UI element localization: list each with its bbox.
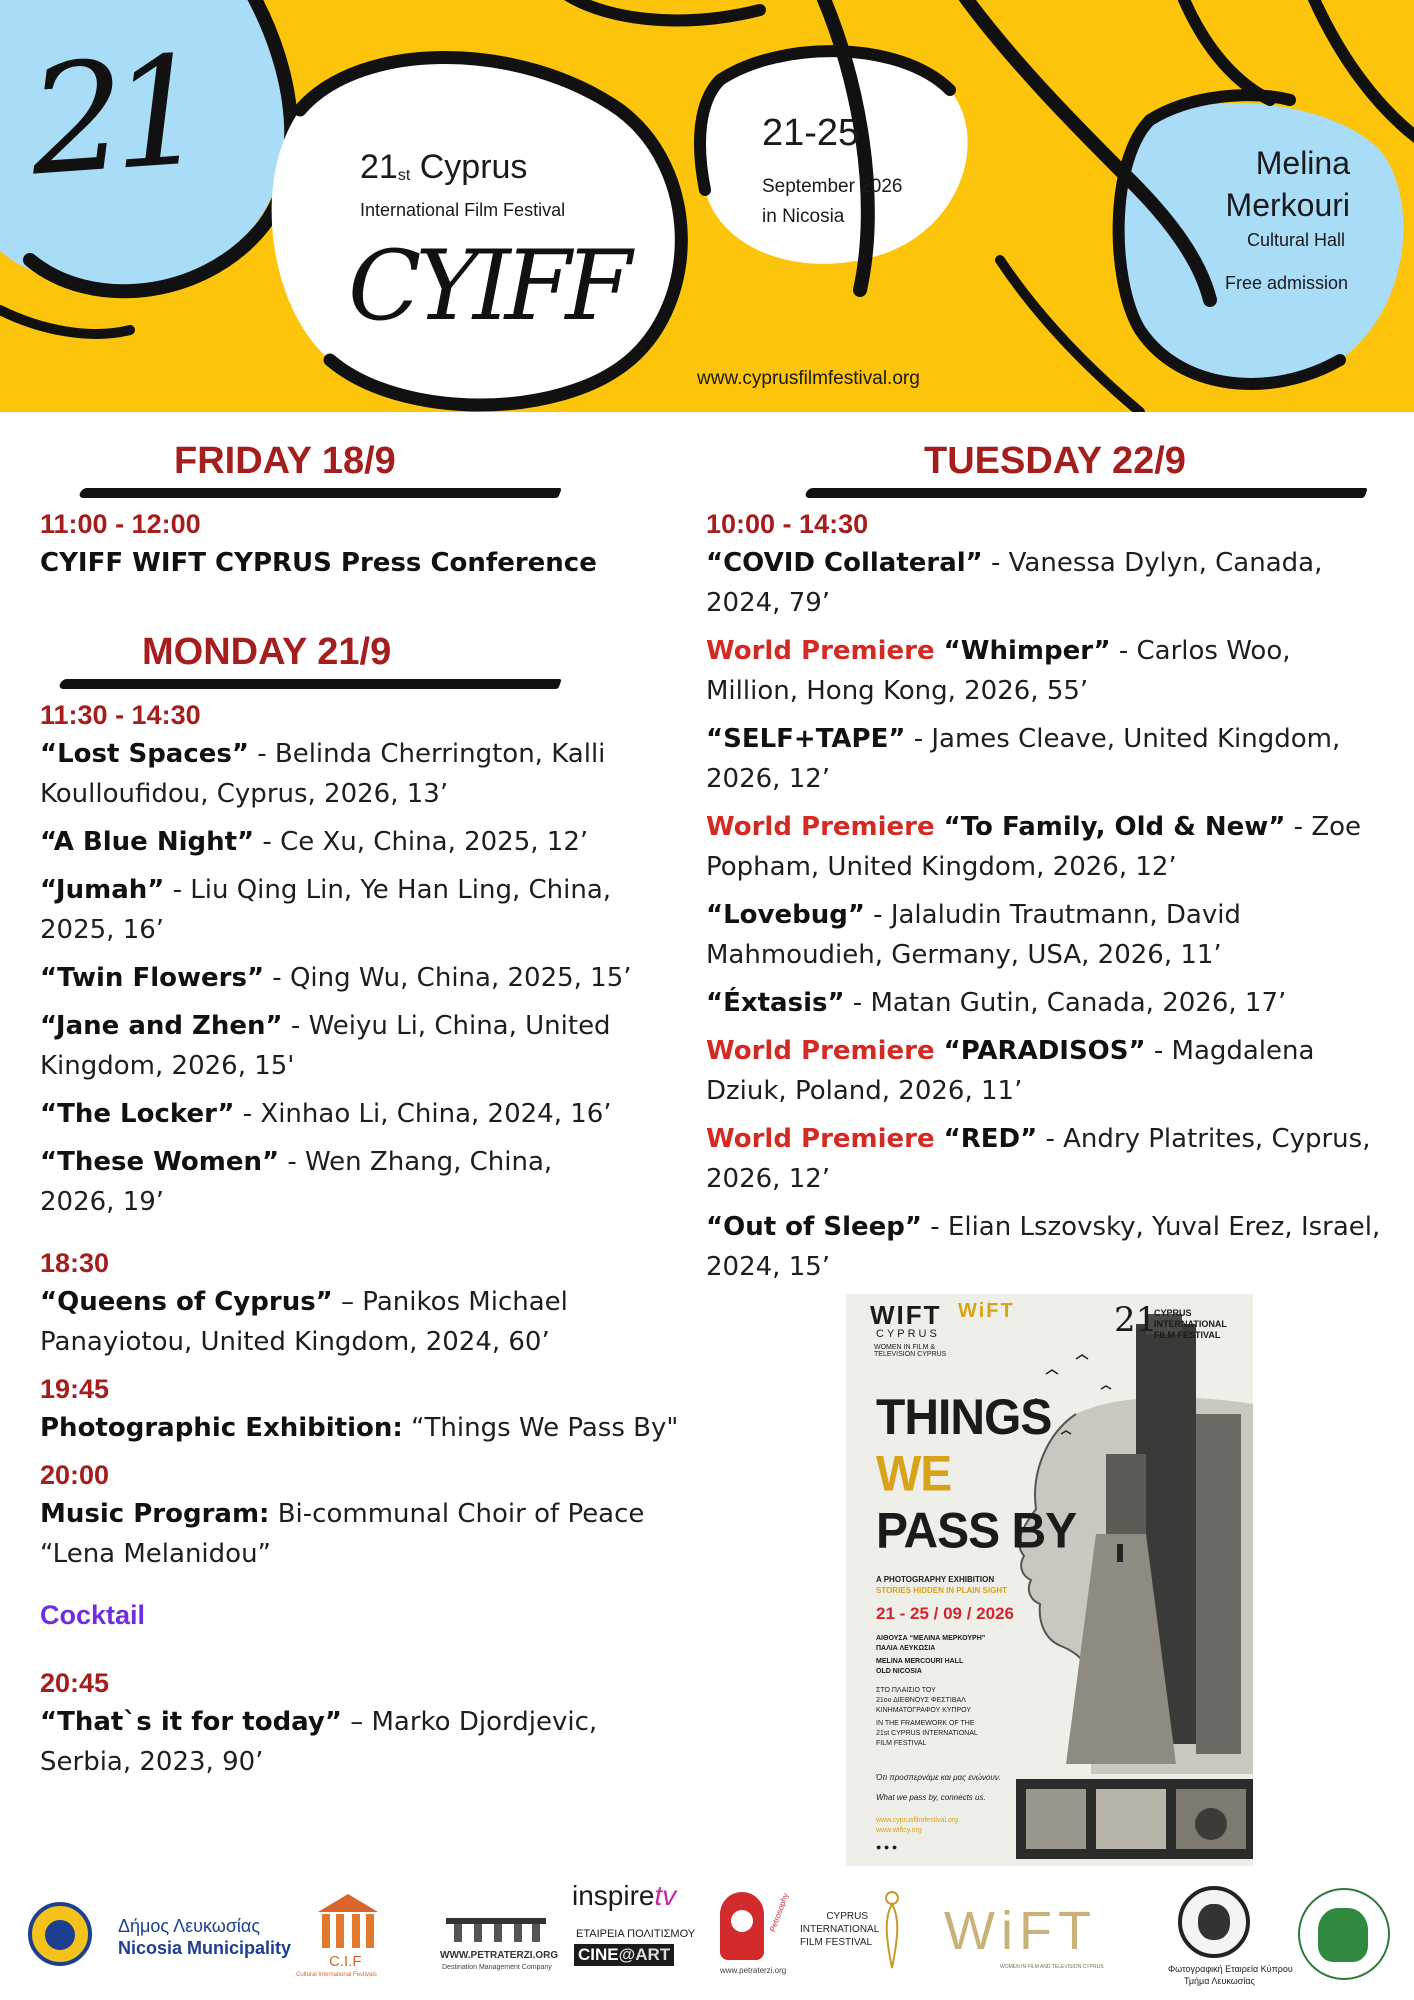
petraterzi-desc: Destination Management Company	[442, 1964, 552, 1971]
cineart-subtitle: ΕΤΑΙΡΕΙΑ ΠΟΛΙΤΙΣΜΟΥ	[576, 1928, 696, 1940]
poster-tagline: A PHOTOGRAPHY EXHIBITION STORIES HIDDEN IN PLAIN SIGHT	[876, 1575, 1007, 1595]
festival-header	[0, 0, 1414, 412]
cyiff-small-logo: CYPRUS INTERNATIONAL FILM FESTIVAL	[800, 1911, 880, 1948]
film-entry: “Jane and Zhen” - Weiyu Li, China, United Kingdom, 2026, 15'	[40, 1011, 611, 1081]
schedule-entry: CYIFF WIFT CYPRUS Press Conference	[40, 548, 597, 578]
venue-name: Melina Merkouri	[1225, 145, 1350, 223]
film-entry: “That`s it for today” – Marko Djordjevic, Serbia, 2023, 90’	[40, 1707, 598, 1777]
wift-logo: WiFT	[944, 1901, 1097, 1961]
poster-websites: www.cyprusfilmfestival.org www.wiftcy.org	[876, 1817, 959, 1834]
time-slot: 11:30 - 14:30	[40, 700, 201, 730]
cyiff-figure-icon	[878, 1888, 906, 1972]
festival-month-city: September 2026 in Nicosia	[762, 176, 903, 227]
film-entry: “Out of Sleep” - Elian Lszovsky, Yuval Erez, Israel, 2024, 15’	[706, 1212, 1381, 1282]
film-entry: “Twin Flowers” - Qing Wu, China, 2025, 15’	[40, 963, 632, 993]
day-header-tuesday	[706, 430, 1386, 505]
sponsor-logo-strip	[0, 1870, 1414, 2000]
day-title: TUESDAY 22/9	[924, 440, 1186, 482]
time-slot: 20:00	[40, 1460, 110, 1490]
film-entry: “A Blue Night” - Ce Xu, China, 2025, 12’	[40, 827, 589, 857]
brush-underline	[804, 488, 1368, 498]
cineart-logo: CINE@ART	[574, 1944, 674, 1966]
petrosophy-name: Petrosophy	[768, 1891, 791, 1934]
brush-underline	[78, 488, 562, 498]
day-header-monday	[40, 621, 680, 696]
brush-underline	[58, 679, 562, 689]
film-entry: “Jumah” - Liu Qing Lin, Ye Han Ling, China, 2025, 16’	[40, 875, 612, 945]
film-entry: “These Women” - Wen Zhang, China, 2026, 19’	[40, 1147, 553, 1217]
film-entry: World Premiere “PARADISOS” - Magdalena Dziuk, Poland, 2026, 11’	[706, 1036, 1315, 1106]
day-title: FRIDAY 18/9	[174, 440, 396, 482]
cocktail-label: Cocktail	[40, 1600, 146, 1630]
time-slot: 20:45	[40, 1668, 110, 1698]
day-header-friday	[40, 430, 680, 505]
poster-fest-ordinal: 21	[1114, 1300, 1158, 1340]
poster-wift-sub: CYPRUS	[876, 1328, 940, 1340]
film-entry: “Queens of Cyprus” – Panikos Michael Panayiotou, United Kingdom, 2024, 60’	[40, 1287, 568, 1357]
film-entry: “COVID Collateral” - Vanessa Dylyn, Canada, 2024, 79’	[706, 548, 1323, 618]
time-slot: 18:30	[40, 1248, 110, 1278]
time-slot: 11:00 - 12:00	[40, 509, 201, 539]
film-entry: “SELF+TAPE” - James Cleave, United Kingdom, 2026, 12’	[706, 724, 1341, 794]
poster-dates: 21 - 25 / 09 / 2026	[876, 1604, 1014, 1623]
photo-society-name: Φωτογραφική Εταιρεία Κύπρου	[1168, 1964, 1293, 1974]
time-slot: 10:00 - 14:30	[706, 509, 869, 539]
poster-wift-title: WIFT	[870, 1300, 942, 1330]
film-entry: “The Locker” - Xinhao Li, China, 2024, 16’	[40, 1099, 612, 1129]
cif-mark: C.I.F	[329, 1953, 362, 1970]
poster-wift-logo: WiFT	[958, 1300, 1015, 1322]
nicosia-name-en: Nicosia Municipality	[118, 1938, 292, 1958]
poster-wift-desc: WOMEN IN FILM & TELEVISION CYPRUS	[874, 1344, 947, 1358]
inspire-logo: inspiretv	[572, 1880, 677, 1911]
festival-subtitle: International Film Festival	[360, 200, 566, 220]
festival-dates: 21-25	[762, 112, 860, 154]
social-icons: ● ● ●	[876, 1842, 898, 1852]
music-entry: Music Program: Bi-communal Choir of Peace “Lena Melanidou”	[40, 1499, 645, 1569]
schedule-left-column	[40, 430, 680, 1790]
festival-title: $21_{st}$ Cyprus	[360, 148, 528, 186]
poster-venue: ΑΙΘΟΥΣΑ “ΜΕΛΙΝΑ ΜΕΡΚΟΥΡΗ” ΠΑΛΙΑ ΛΕΥΚΩΣΙΑ MELINA MERCOURI HALL OLD NICOSIA	[876, 1635, 986, 1675]
petraterzi-columns-icon	[446, 1918, 546, 1944]
schedule-right-column	[706, 430, 1386, 1295]
film-entry: World Premiere “Whimper” - Carlos Woo, Million, Hong Kong, 2026, 55’	[706, 636, 1291, 706]
poster-quote: Ότι προσπερνάμε και μας ενώνουν. What we pass by, connects us.	[876, 1773, 1002, 1802]
film-entry: “Lost Spaces” - Belinda Cherrington, Kalli Koulloufidou, Cyprus, 2026, 13’	[40, 739, 606, 809]
cyiff-logo: CYIFF	[348, 230, 626, 342]
edition-number: 21	[24, 24, 199, 210]
venue-type: Cultural Hall	[1246, 230, 1345, 250]
petrosophy-url: www.petraterzi.org	[720, 1966, 787, 1975]
day-title: MONDAY 21/9	[142, 631, 392, 673]
poster-framework: ΣΤΟ ΠΛΑΙΣΙΟ ΤΟΥ 21ου ΔΙΕΘΝΟΥΣ ΦΕΣΤΙΒΑΛ ΚΙΝΗΜΑΤΟΓΡΑΦΟΥ ΚΥΠΡΟΥ IN THE FRAMEWORK OF THE 21st CYPRUS INTERNATIONAL FILM FESTIVAL	[876, 1687, 978, 1747]
poster-fest-name: CYPRUS INTERNATIONAL FILM FESTIVAL	[1154, 1308, 1227, 1340]
exhibition-entry: Photographic Exhibition: “Things We Pass By"	[40, 1413, 679, 1443]
cif-desc: Cultural International Festivals	[296, 1972, 377, 1978]
poster-headline: THINGS WE PASS BY	[876, 1389, 1077, 1559]
time-slot: 19:45	[40, 1374, 110, 1404]
film-entry: “Lovebug” - Jalaludin Trautmann, David Mahmoudieh, Germany, USA, 2026, 11’	[706, 900, 1241, 970]
petraterzi-name: WWW.PETRATERZI.ORG	[440, 1950, 559, 1961]
website-link[interactable]: www.cyprusfilmfestival.org	[697, 368, 920, 389]
photo-society-branch: Τμήμα Λευκωσίας	[1184, 1976, 1255, 1986]
film-entry: World Premiere “RED” - Andry Platrites, Cyprus, 2026, 12’	[706, 1124, 1371, 1194]
cif-temple-icon	[312, 1890, 384, 1952]
exhibition-poster	[846, 1294, 1253, 1866]
wift-desc: WOMEN IN FILM AND TELEVISION CYPRUS	[1000, 1964, 1104, 1970]
admission-note: Free admission	[1224, 273, 1348, 293]
film-entry: “Éxtasis” - Matan Gutin, Canada, 2026, 17’	[706, 988, 1287, 1018]
film-entry: World Premiere “To Family, Old & New” - Zoe Popham, United Kingdom, 2026, 12’	[706, 812, 1362, 882]
nicosia-name-gr: Δήμος Λευκωσίας	[118, 1916, 261, 1936]
